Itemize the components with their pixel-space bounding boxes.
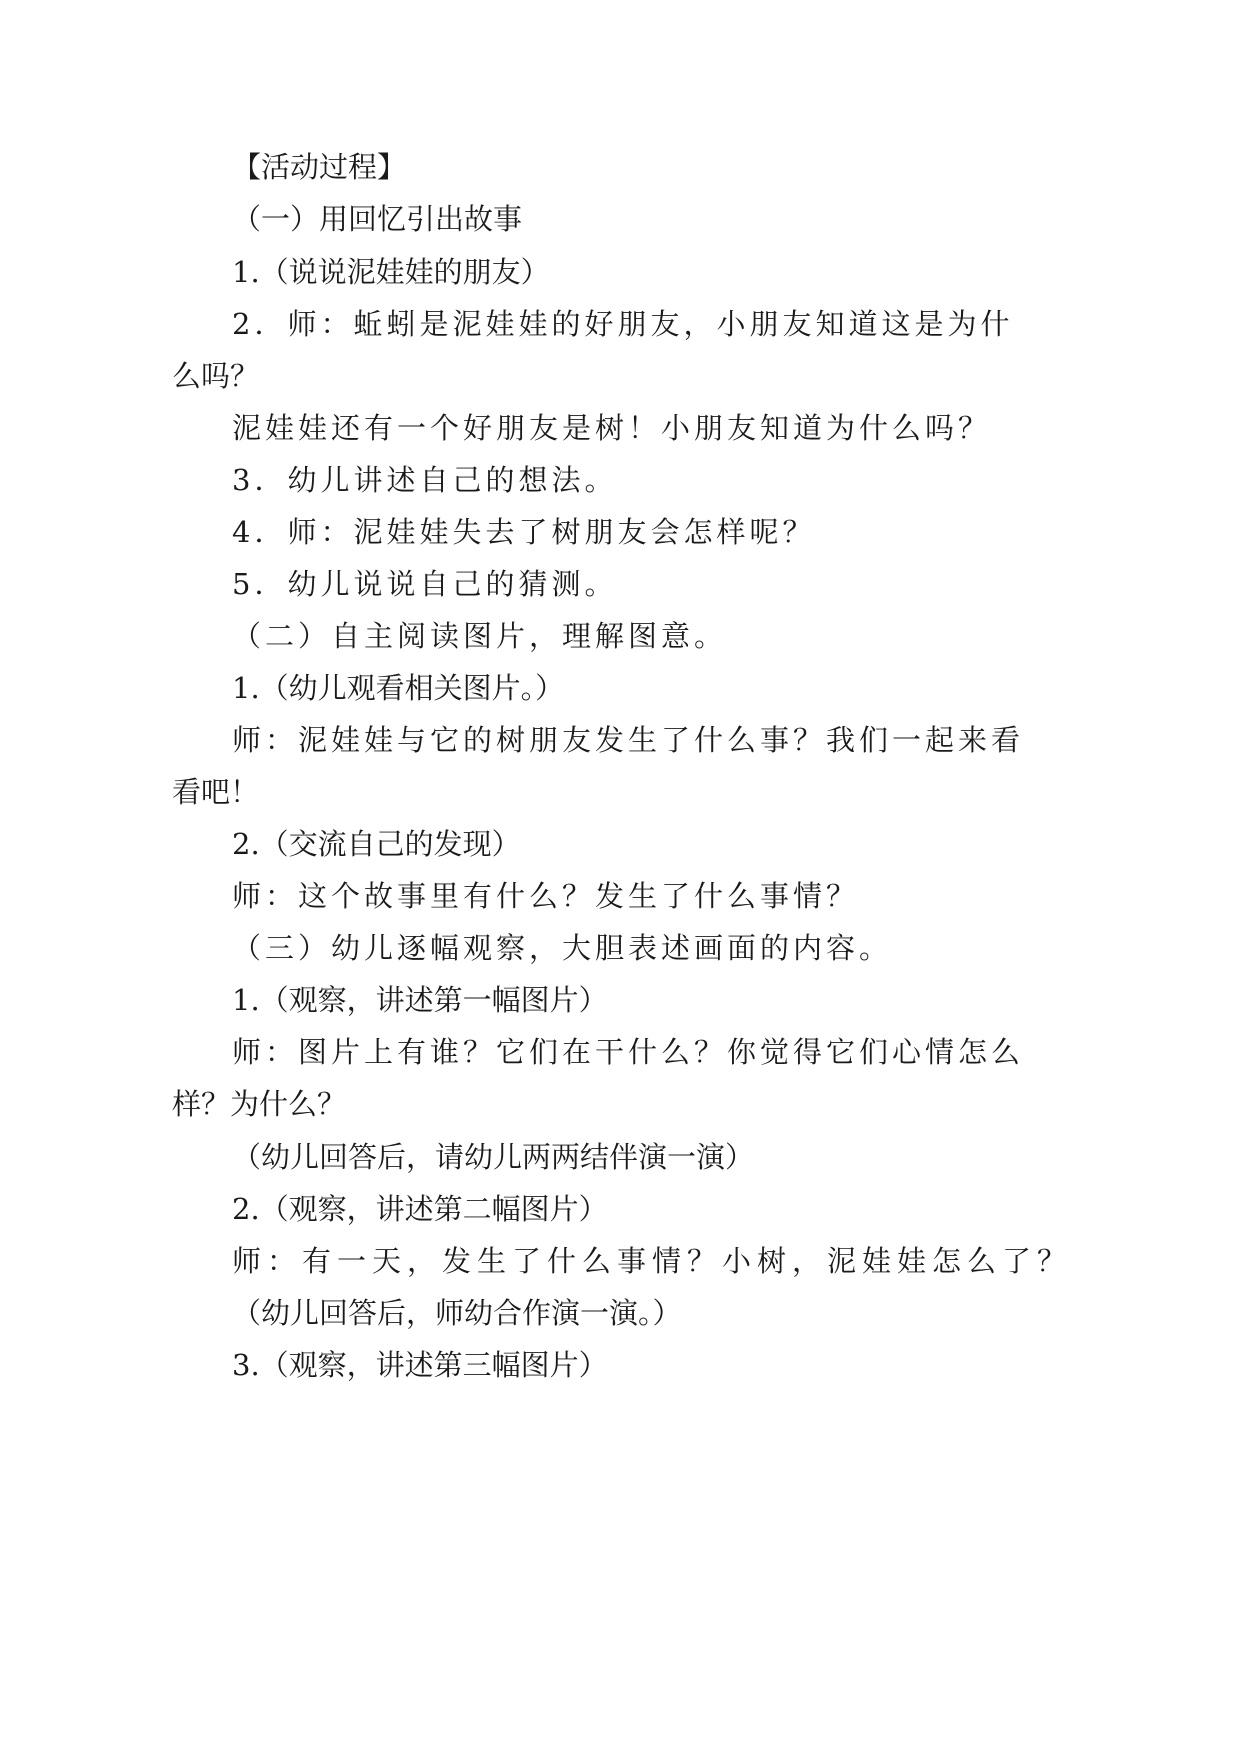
paragraph-line: 4．师：泥娃娃失去了树朋友会怎样呢？ — [232, 515, 816, 549]
paragraph-line: 1.（观察，讲述第一幅图片） — [232, 983, 608, 1017]
paragraph-line: （幼儿回答后，师幼合作演一演。） — [232, 1296, 682, 1330]
paragraph-line: 2．师：蚯蚓是泥娃娃的好朋友，小朋友知道这是为什 — [232, 307, 1014, 341]
paragraph-line: 2.（观察，讲述第二幅图片） — [232, 1192, 608, 1226]
paragraph-line: 5．幼儿说说自己的猜测。 — [232, 567, 618, 601]
section-heading: 【活动过程】 — [232, 150, 407, 184]
paragraph-line: 师：图片上有谁？它们在干什么？你觉得它们心情怎么 — [232, 1035, 1025, 1069]
paragraph-line: 2.（交流自己的发现） — [232, 827, 521, 861]
paragraph-line: 1.（说说泥娃娃的朋友） — [232, 255, 550, 289]
paragraph-line: 3．幼儿讲述自己的想法。 — [232, 463, 618, 497]
subsection-heading: （三）幼儿逐幅观察，大胆表述画面的内容。 — [232, 931, 893, 965]
subsection-heading: （一）用回忆引出故事 — [232, 202, 523, 236]
subsection-heading: （二）自主阅读图片，理解图意。 — [232, 619, 728, 653]
paragraph-line: 泥娃娃还有一个好朋友是树！小朋友知道为什么吗？ — [232, 411, 992, 445]
paragraph-line: 看吧！ — [172, 775, 260, 809]
paragraph-line: 师：这个故事里有什么？发生了什么事情？ — [232, 879, 860, 913]
paragraph-line: 师：有一天，发生了什么事情？小树，泥娃娃怎么了？ — [232, 1244, 1073, 1278]
paragraph-line: 样？为什么？ — [172, 1087, 347, 1121]
paragraph-line: （幼儿回答后，请幼儿两两结伴演一演） — [232, 1140, 755, 1174]
paragraph-line: 3.（观察，讲述第三幅图片） — [232, 1348, 608, 1382]
paragraph-line: 1.（幼儿观看相关图片。） — [232, 671, 565, 705]
paragraph-line: 么吗？ — [172, 359, 260, 393]
paragraph-line: 师：泥娃娃与它的树朋友发生了什么事？我们一起来看 — [232, 723, 1025, 757]
